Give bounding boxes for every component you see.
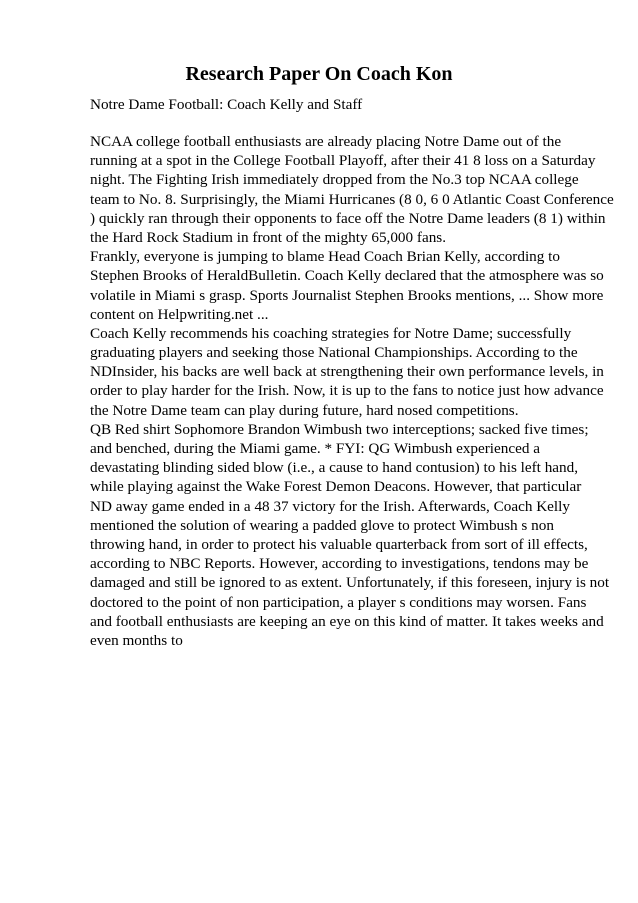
body-text-line: NCAA college football enthusiasts are already placing Notre Dame out of the	[90, 133, 562, 150]
body-text-line: even months to	[90, 631, 183, 649]
body-text-line: while playing against the Wake Forest Demon Deacons. However, that particular	[90, 478, 582, 496]
body-text-line: volatile in Miami s grasp. Sports Journalist Stephen Brooks mentions, ... Show more	[90, 286, 604, 304]
body-text-line: and football enthusiasts are keeping an eye on this kind of matter. It takes weeks and	[90, 612, 604, 630]
body-text-line: night. The Fighting Irish immediately dropped from the No.3 top NCAA college	[90, 171, 579, 189]
body-text-line: Coach Kelly recommends his coaching strategies for Notre Dame; successfully	[90, 324, 572, 342]
document-subtitle: Notre Dame Football: Coach Kelly and Staff	[90, 96, 363, 113]
body-text-line: mentioned the solution of wearing a padded glove to protect Wimbush s non	[90, 516, 554, 534]
body-text-line: content on Helpwriting.net ...	[90, 305, 269, 323]
body-text-line: doctored to the point of non participation, a player s conditions may worsen. Fans	[90, 593, 587, 611]
document-body	[90, 132, 614, 650]
body-text-line: Frankly, everyone is jumping to blame Head Coach Brian Kelly, according to	[90, 248, 560, 266]
body-text-line: according to NBC Reports. However, according to investigations, tendons may be	[90, 555, 589, 573]
body-text-line: running at a spot in the College Football Playoff, after their 41 8 loss on a Saturday	[90, 152, 596, 170]
body-text-line: ) quickly ran through their opponents to face off the Notre Dame leaders (8 1) within	[90, 209, 606, 227]
body-text-line: and benched, during the Miami game. * FYI: QG Wimbush experienced a	[90, 440, 540, 457]
body-text-line: team to No. 8. Surprisingly, the Miami Hurricanes (8 0, 6 0 Atlantic Coast Conference	[90, 190, 614, 208]
body-text-line: throwing hand, in order to protect his valuable quarterback from sort of ill effects,	[90, 535, 588, 553]
body-text-line: damaged and still be ignored to as extent. Unfortunately, if this foreseen, injury is not	[90, 574, 610, 592]
body-text-line: graduating players and seeking those National Championships. According to the	[90, 344, 578, 362]
body-text-line: QB Red shirt Sophomore Brandon Wimbush two interceptions; sacked five times;	[90, 420, 589, 438]
body-text-line: devastating blinding sided blow (i.e., a cause to hand contusion) to his left hand,	[90, 459, 579, 477]
body-text-line: Stephen Brooks of HeraldBulletin. Coach Kelly declared that the atmosphere was so	[90, 267, 604, 285]
body-text-line: ND away game ended in a 48 37 victory for the Irish. Afterwards, Coach Kelly	[90, 497, 570, 515]
body-text-line: NDInsider, his backs are well back at strengthening their own performance levels, in	[90, 363, 604, 381]
body-text-line: order to play harder for the Irish. Now, it is up to the fans to notice just how advance	[90, 382, 604, 400]
page-title: Research Paper On Coach Kon	[185, 63, 453, 85]
body-text-line: the Notre Dame team can play during future, hard nosed competitions.	[90, 401, 519, 419]
body-text-line: the Hard Rock Stadium in front of the mighty 65,000 fans.	[90, 228, 447, 246]
